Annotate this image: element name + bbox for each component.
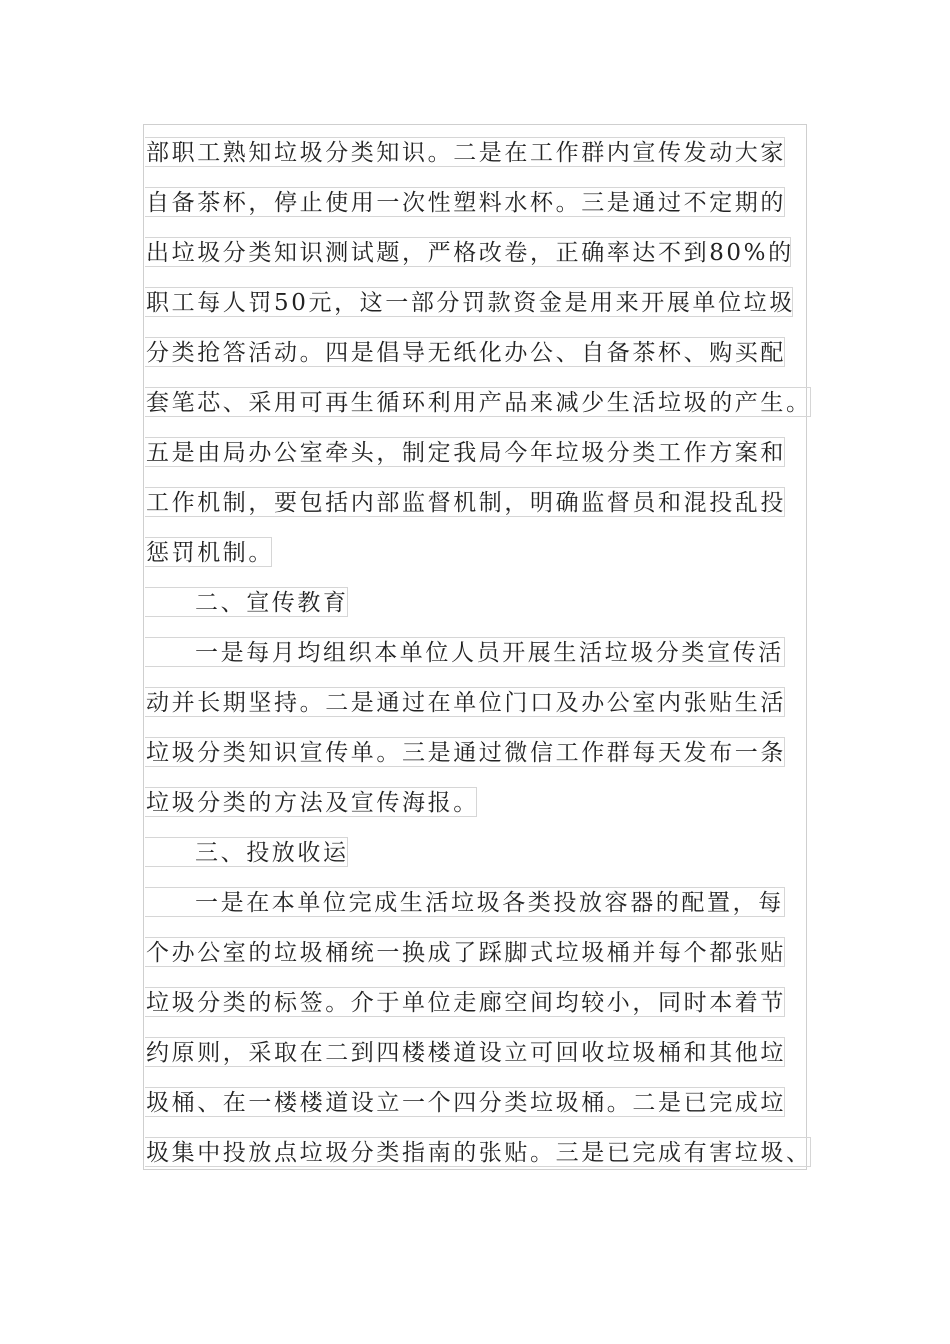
text-line: 自备茶杯，停止使用一次性塑料水杯。三是通过不定期的 [145,187,785,217]
text-line: 出垃圾分类知识测试题，严格改卷，正确率达不到80%的 [145,237,791,267]
text-line: 垃圾分类知识宣传单。三是通过微信工作群每天发布一条 [145,737,785,767]
text-line: 惩罚机制。 [145,537,272,567]
text-line: 垃圾分类的标签。介于单位走廊空间均较小，同时本着节 [145,987,785,1017]
text-line: 圾桶、在一楼楼道设立一个四分类垃圾桶。二是已完成垃 [145,1087,785,1117]
section-heading: 二、宣传教育 [145,587,348,617]
text-line: 套笔芯、采用可再生循环利用产品来减少生活垃圾的产生。 [145,387,811,417]
text-line: 动并长期坚持。二是通过在单位门口及办公室内张贴生活 [145,687,785,717]
text-line: 五是由局办公室牵头，制定我局今年垃圾分类工作方案和 [145,437,785,467]
text-line: 约原则，采取在二到四楼楼道设立可回收垃圾桶和其他垃 [145,1037,785,1067]
text-line: 个办公室的垃圾桶统一换成了踩脚式垃圾桶并每个都张贴 [145,937,785,967]
text-line: 工作机制，要包括内部监督机制，明确监督员和混投乱投 [145,487,785,517]
text-line: 部职工熟知垃圾分类知识。二是在工作群内宣传发动大家 [145,137,785,167]
text-line: 圾集中投放点垃圾分类指南的张贴。三是已完成有害垃圾、 [145,1137,811,1167]
text-line: 垃圾分类的方法及宣传海报。 [145,787,477,817]
section-heading: 三、投放收运 [145,837,348,867]
text-line: 一是在本单位完成生活垃圾各类投放容器的配置，每 [145,887,785,917]
text-line: 职工每人罚50元，这一部分罚款资金是用来开展单位垃圾 [145,287,793,317]
text-line: 一是每月均组织本单位人员开展生活垃圾分类宣传活 [145,637,785,667]
text-line: 分类抢答活动。四是倡导无纸化办公、自备茶杯、购买配 [145,337,785,367]
